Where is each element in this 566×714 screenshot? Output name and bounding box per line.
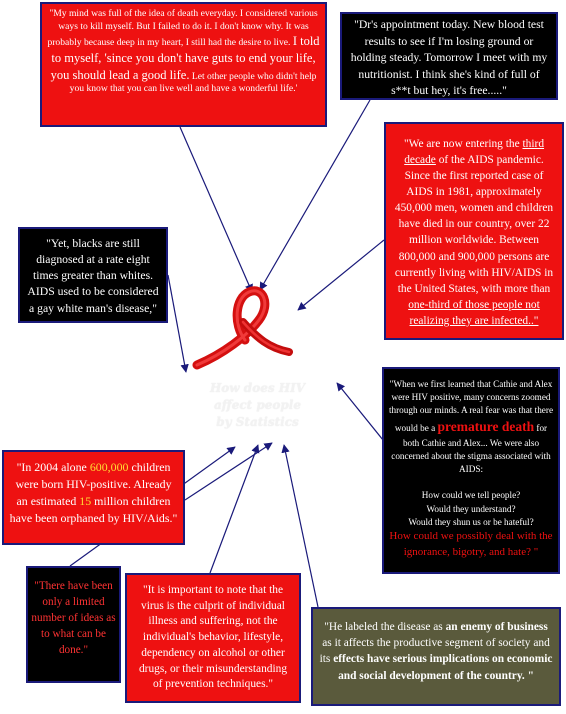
cathie-question-1: How could we tell people?	[421, 490, 521, 501]
third-decade-link[interactable]: third decade	[404, 138, 545, 167]
blacks-quote-text: "Yet, blacks are still diagnosed at a rate eight times greater than whites. AIDS used to be considered a gay white man's disease,"	[27, 237, 159, 315]
business-quote-box	[311, 607, 561, 706]
doctor-quote-text: "Dr's appointment today. New blood test results to see if I'm losing ground or holding steady. Tomorrow I meet with my nutritionist. I think she's kind of full of s**t but hey, it's free....."	[350, 18, 548, 98]
decade-quote-box	[384, 122, 564, 340]
ideas-quote-box	[26, 566, 121, 683]
suicide-quote-part3: Let other people who didn't help you know that you can live well and have a wonderful life.'	[69, 70, 317, 95]
center-caption	[195, 380, 320, 430]
arrow-from-blacks-quote	[168, 275, 186, 372]
premature-death-highlight: premature death	[437, 419, 535, 435]
one-third-link[interactable]: one-third of those people not realizing they are infected.."	[408, 298, 540, 327]
caption-line-1: How does HIV	[209, 381, 306, 395]
arrow-from-doctor-quote	[260, 100, 370, 290]
arrow-from-virus-quote	[210, 445, 258, 573]
business-quote-part2: as it affects the productive segment of society and its	[319, 637, 550, 666]
business-quote-part1: "He labeled the disease as	[324, 621, 443, 633]
children-quote-part3: million children have been orphaned by HIV/Aids."	[9, 493, 178, 525]
red-ribbon-icon	[185, 282, 300, 377]
children-quote-part2: children were born HIV-positive. Already an estimated	[15, 460, 172, 508]
arrow-from-decade-quote	[298, 240, 384, 310]
virus-quote-text: "It is important to note that the virus is the culprit of individual illness and suffering, not the individual's behavior, lifestyle, dependency on alcohol or other drugs, or their misunderstanding of prevention techniques."	[138, 584, 288, 691]
children-quote-box	[2, 450, 185, 545]
virus-quote-box	[125, 573, 301, 703]
cathie-question-3: Would they shun us or be hateful?	[408, 516, 534, 527]
children-number-600000: 600,000	[89, 460, 129, 474]
caption-line-2: affect people	[214, 397, 301, 412]
caption-line-3: by Statistics	[216, 414, 299, 429]
decade-quote-part2: of the AIDS pandemic. Since the first reported case of AIDS in 1981, approximately 450,000 men, women and children have died in our country, over 22 million worldwide. Between 800,000 and 900,000 persons are currently living with HIV/AIDS in the United States, with more than	[394, 154, 554, 295]
doctor-quote-box	[340, 12, 558, 100]
suicide-quote-part1: "My mind was full of the idea of death everyday. I considered various ways to kill myself. But I failed to do it. I don't know why. It was probably because deep in my heart, I still had the desire to live.	[47, 8, 318, 49]
effects-serious-bold: effects have serious implications on economic and social development of the country. "	[333, 653, 553, 682]
cathie-quote-part2: for both Cathie and Alex... We were also concerned about the stigma associated with AIDS:	[391, 423, 551, 475]
blacks-quote-box	[18, 227, 168, 323]
enemy-of-business-bold: an enemy of business	[445, 621, 548, 633]
arrow-from-cathie-quote	[337, 383, 383, 440]
cathie-quote-box	[382, 367, 560, 574]
ideas-quote-text: "There have been only a limited number of ideas as to what can be done."	[31, 580, 116, 656]
children-quote-part1: "In 2004 alone	[16, 460, 87, 474]
decade-quote-part1: "We are now entering the	[403, 138, 520, 150]
cathie-question-4: How could we possibly deal with the ignorance, bigotry, and hate? "	[389, 529, 553, 558]
suicide-quote-box	[40, 2, 327, 127]
cathie-quote-part1: "When we first learned that Cathie and Alex were HIV positive, many concerns zoomed through our minds. A real fear was that there would be a	[388, 379, 554, 434]
arrow-from-suicide-quote	[180, 127, 252, 292]
cathie-question-2: Would they understand?	[426, 503, 516, 514]
children-number-15: 15	[79, 493, 92, 508]
suicide-quote-part2: I told to myself, 'since you don't have guts to end your life, you should lead a good life.	[50, 34, 320, 82]
